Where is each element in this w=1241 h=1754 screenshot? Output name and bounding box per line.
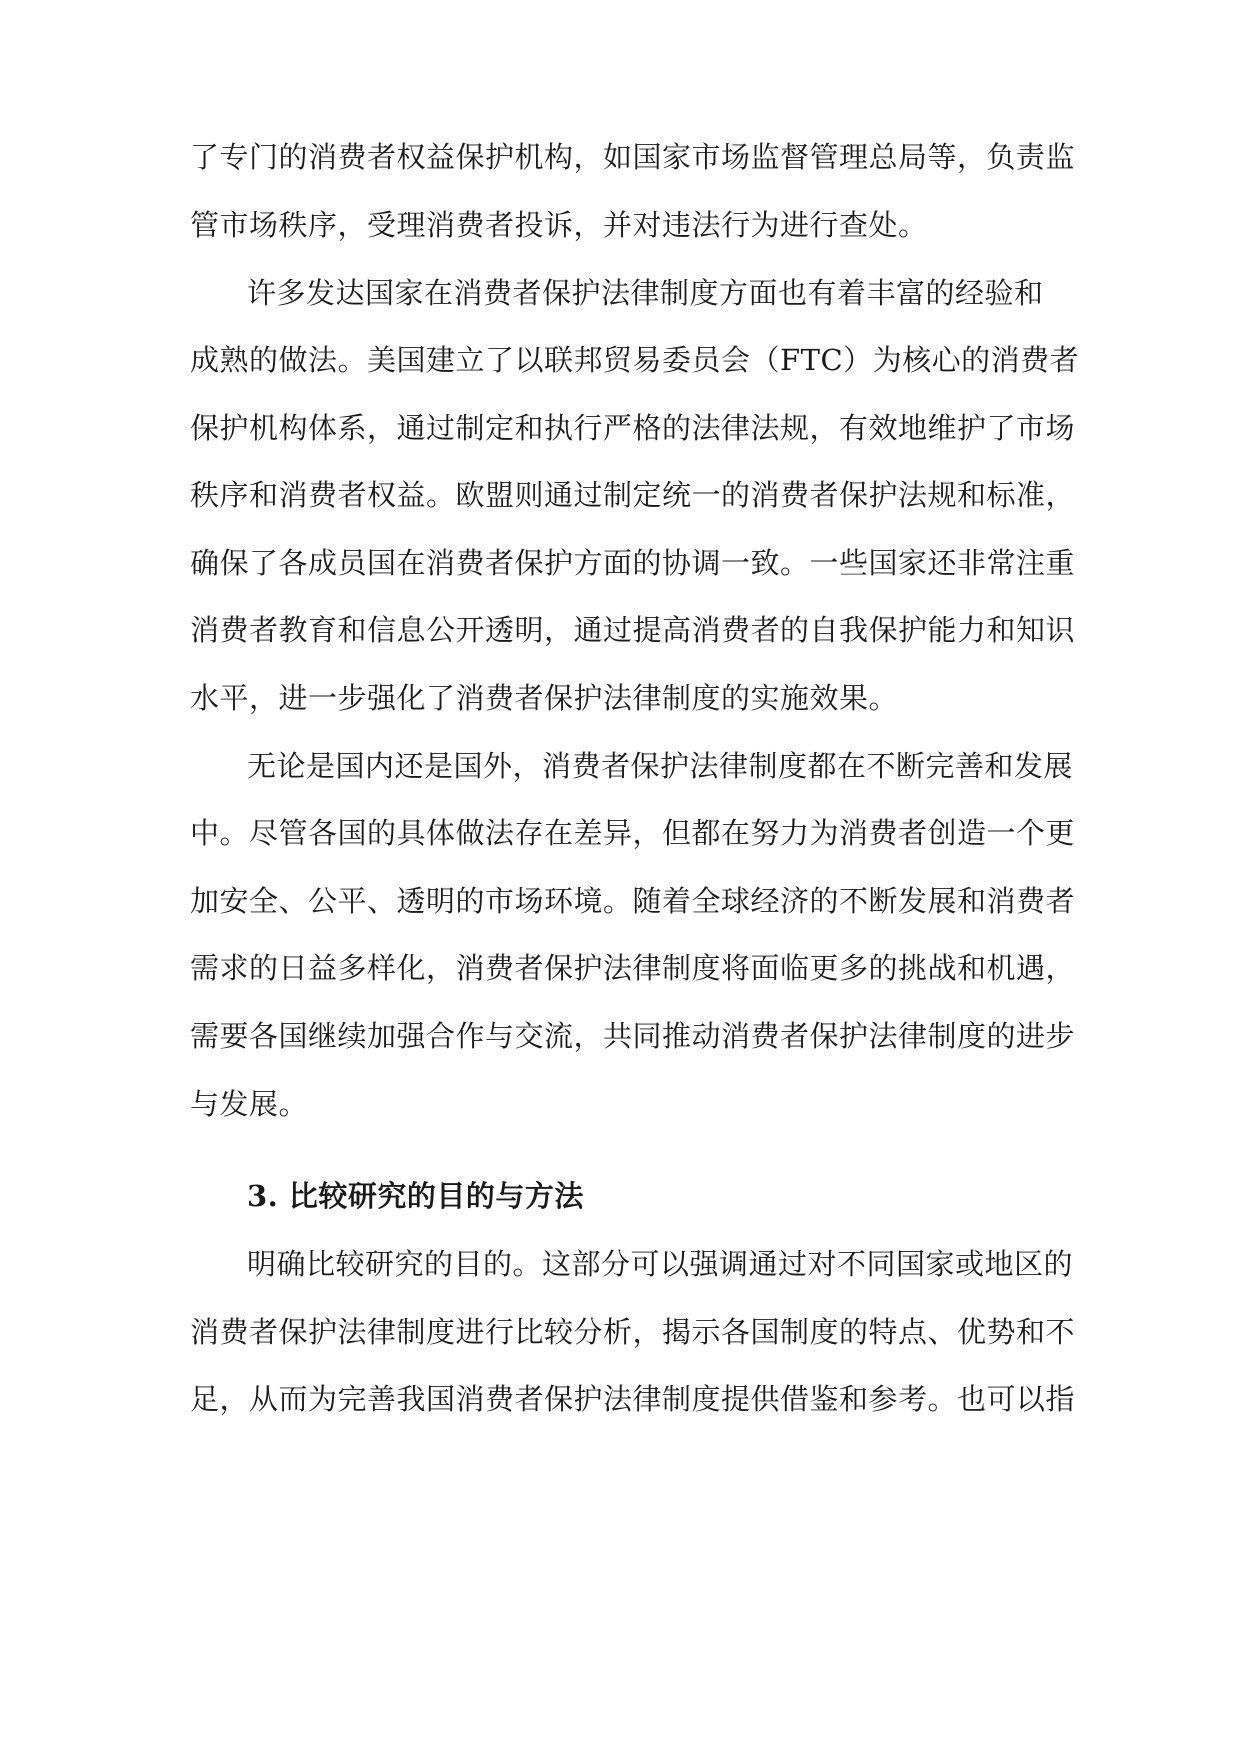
paragraph-1-line-1: 了专门的消费者权益保护机构，如国家市场监督管理总局等，负责监 [190, 140, 1076, 174]
paragraph-2-line-7: 水平，进一步强化了消费者保护法律制度的实施效果。 [190, 681, 899, 715]
paragraph-2-line-1: 许多发达国家在消费者保护法律制度方面也有着丰富的经验和 [247, 276, 1044, 310]
paragraph-2-line-6: 消费者教育和信息公开透明，通过提高消费者的自我保护能力和知识 [190, 613, 1076, 647]
paragraph-2-line-4: 秩序和消费者权益。欧盟则通过制定统一的消费者保护法规和标准， [190, 478, 1076, 512]
section-paragraph-line-2: 消费者保护法律制度进行比较分析，揭示各国制度的特点、优势和不 [190, 1315, 1076, 1349]
section-paragraph-line-3: 足，从而为完善我国消费者保护法律制度提供借鉴和参考。也可以指 [190, 1382, 1076, 1416]
paragraph-3-line-1: 无论是国内还是国外，消费者保护法律制度都在不断完善和发展 [247, 749, 1074, 783]
paragraph-3-line-4: 需求的日益多样化，消费者保护法律制度将面临更多的挑战和机遇， [190, 951, 1076, 985]
paragraph-3-line-3: 加安全、公平、透明的市场环境。随着全球经济的不断发展和消费者 [190, 884, 1076, 918]
paragraph-2-line-5: 确保了各成员国在消费者保护方面的协调一致。一些国家还非常注重 [190, 546, 1076, 580]
section-heading: 3. 比较研究的目的与方法 [247, 1179, 584, 1213]
section-paragraph-line-1: 明确比较研究的目的。这部分可以强调通过对不同国家或地区的 [247, 1247, 1074, 1281]
paragraph-2-line-3: 保护机构体系，通过制定和执行严格的法律法规，有效地维护了市场 [190, 411, 1076, 445]
paragraph-3-line-6: 与发展。 [190, 1087, 309, 1121]
paragraph-2-line-2: 成熟的做法。美国建立了以联邦贸易委员会（FTC）为核心的消费者 [190, 343, 1080, 377]
paragraph-3-line-2: 中。尽管各国的具体做法存在差异，但都在努力为消费者创造一个更 [190, 816, 1076, 850]
paragraph-3-line-5: 需要各国继续加强合作与交流，共同推动消费者保护法律制度的进步 [190, 1019, 1076, 1053]
paragraph-1-line-2: 管市场秩序，受理消费者投诉，并对违法行为进行查处。 [190, 208, 928, 242]
